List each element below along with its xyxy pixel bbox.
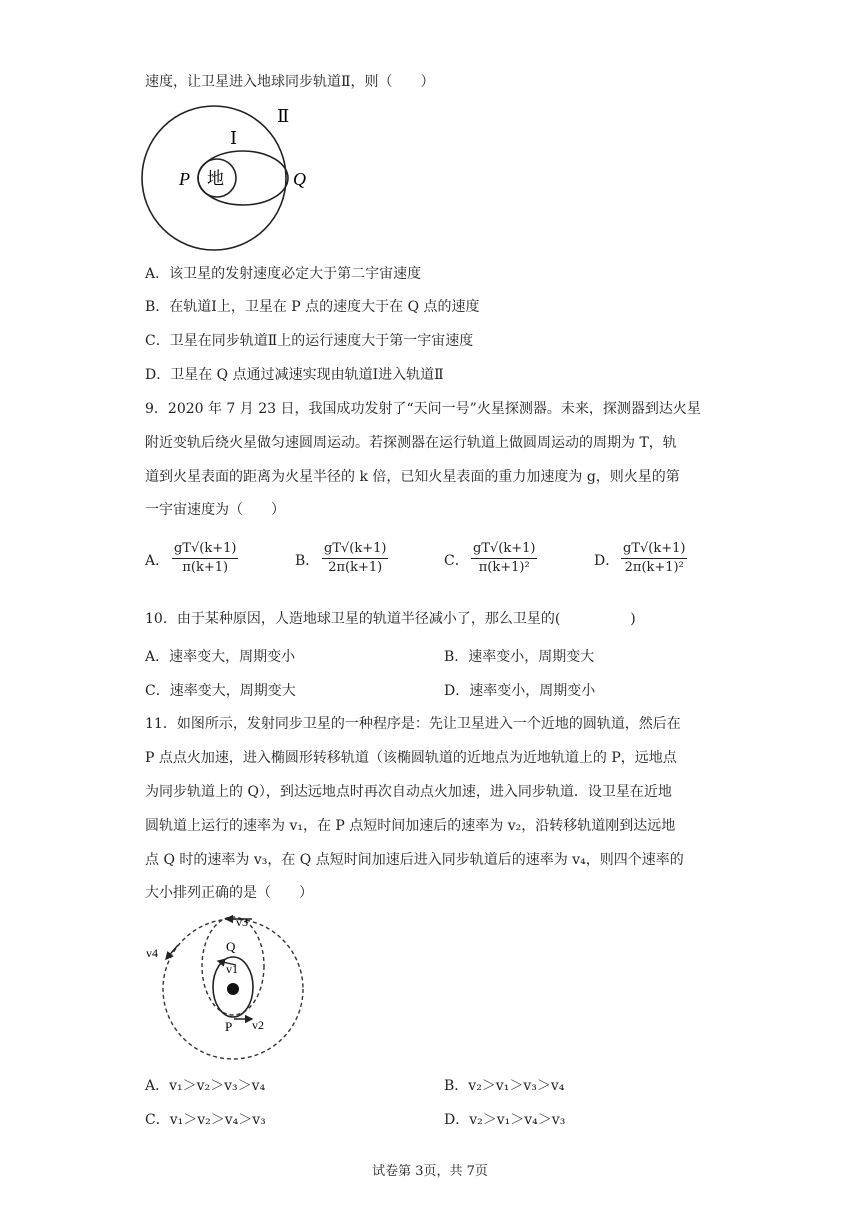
label-p: P bbox=[179, 169, 190, 189]
q8-orbit-diagram bbox=[140, 100, 310, 260]
q9-option-c-letter: C． bbox=[444, 553, 469, 569]
label-earth: 地 bbox=[207, 169, 224, 188]
q11-line-4: 圆轨道上运行的速率为 v₁，在 P 点短时间加速后的速率为 v₂，沿转移轨道刚到达远地 bbox=[145, 818, 676, 834]
q11-line-1: 11．如图所示，发射同步卫星的一种程序是：先让卫星进入一个近地的圆轨道，然后在 bbox=[145, 716, 681, 732]
q11-line-3: 为同步轨道上的 Q），到达远地点时再次自动点火加速，进入同步轨道．设卫星在近地 bbox=[145, 784, 672, 800]
q9-line-1: 9．2020 年 7 月 23 日，我国成功发射了“天问一号”火星探测器。未来，探测器到达火星 bbox=[145, 401, 701, 417]
q9-option-d-denominator: 2π(k+1)² bbox=[624, 560, 684, 575]
label-orbit-i: Ⅰ bbox=[230, 128, 238, 148]
q8-option-b: B．在轨道Ⅰ上，卫星在 P 点的速度大于在 Q 点的速度 bbox=[145, 299, 480, 315]
label-orbit-ii: Ⅱ bbox=[277, 106, 290, 126]
label-v4: v4 bbox=[146, 946, 158, 960]
q9-option-c-fraction bbox=[471, 540, 537, 577]
q9-option-a-numerator: gT√(k+1) bbox=[172, 540, 238, 559]
q9-option-b-letter: B． bbox=[295, 553, 320, 569]
q10-stem: 10．由于某种原因，人造地球卫星的轨道半径减小了，那么卫星的( ) bbox=[145, 611, 636, 627]
q11-option-d: D．v₂＞v₁＞v₄＞v₃ bbox=[444, 1112, 566, 1128]
label-v2: v2 bbox=[252, 1018, 264, 1032]
v4-arrow bbox=[166, 945, 178, 959]
label-v1: v1 bbox=[226, 962, 238, 976]
q8-option-d: D．卫星在 Q 点通过减速实现由轨道Ⅰ进入轨道Ⅱ bbox=[145, 367, 444, 383]
q8-option-c: C．卫星在同步轨道Ⅱ上的运行速度大于第一宇宙速度 bbox=[145, 333, 474, 349]
q9-option-c-numerator: gT√(k+1) bbox=[471, 540, 537, 559]
q11-line-2: P 点点火加速，进入椭圆形转移轨道（该椭圆轨道的近地点为近地轨道上的 P，远地点 bbox=[145, 750, 677, 766]
earth-dot bbox=[227, 983, 239, 995]
q9-option-d-letter: D． bbox=[594, 553, 620, 569]
q11-option-a: A．v₁＞v₂＞v₃＞v₄ bbox=[145, 1078, 266, 1094]
q9-option-d-fraction bbox=[621, 540, 687, 577]
q9-line-4: 一宇宙速度为（ ） bbox=[145, 502, 285, 518]
label-p: P bbox=[225, 1019, 233, 1034]
q8-option-a: A．该卫星的发射速度必定大于第二宇宙速度 bbox=[145, 266, 422, 282]
q9-option-c-denominator: π(k+1)² bbox=[478, 560, 530, 575]
q9-option-a-letter: A． bbox=[145, 553, 170, 569]
q9-line-3: 道到火星表面的距离为火星半径的 k 倍，已知火星表面的重力加速度为 g，则火星的第 bbox=[145, 469, 680, 485]
q10-option-a: A．速率变大，周期变小 bbox=[145, 649, 296, 665]
q11-option-b: B．v₂＞v₁＞v₃＞v₄ bbox=[444, 1078, 565, 1094]
q9-option-a-denominator: π(k+1) bbox=[182, 560, 229, 575]
page-footer: 试卷第 3页，共 7页 bbox=[372, 1164, 488, 1179]
q11-line-6: 大小排列正确的是（ ） bbox=[145, 885, 313, 901]
label-q: Q bbox=[226, 939, 236, 954]
q10-option-c: C．速率变大，周期变大 bbox=[145, 683, 296, 699]
label-v3: v3 bbox=[236, 915, 248, 929]
q10-option-d: D．速率变小，周期变小 bbox=[444, 683, 596, 699]
q11-line-5: 点 Q 时的速率为 v₃，在 Q 点短时间加速后进入同步轨道后的速率为 v₄，则四个速率的 bbox=[145, 852, 684, 868]
q11-transfer-orbit-diagram bbox=[140, 905, 320, 1065]
q10-option-b: B．速率变小，周期变大 bbox=[444, 649, 595, 665]
q8-intro: 速度，让卫星进入地球同步轨道Ⅱ，则（ ） bbox=[145, 74, 435, 90]
q9-option-a-fraction bbox=[172, 540, 238, 577]
q11-option-c: C．v₁＞v₂＞v₄＞v₃ bbox=[145, 1112, 266, 1128]
q9-option-b-denominator: 2π(k+1) bbox=[328, 560, 383, 575]
label-q: Q bbox=[293, 169, 306, 189]
q9-line-2: 附近变轨后绕火星做匀速圆周运动。若探测器在运行轨道上做圆周运动的周期为 T，轨 bbox=[145, 435, 677, 451]
q9-option-b-fraction bbox=[322, 540, 388, 577]
q9-option-b-numerator: gT√(k+1) bbox=[322, 540, 388, 559]
q9-option-d-numerator: gT√(k+1) bbox=[621, 540, 687, 559]
